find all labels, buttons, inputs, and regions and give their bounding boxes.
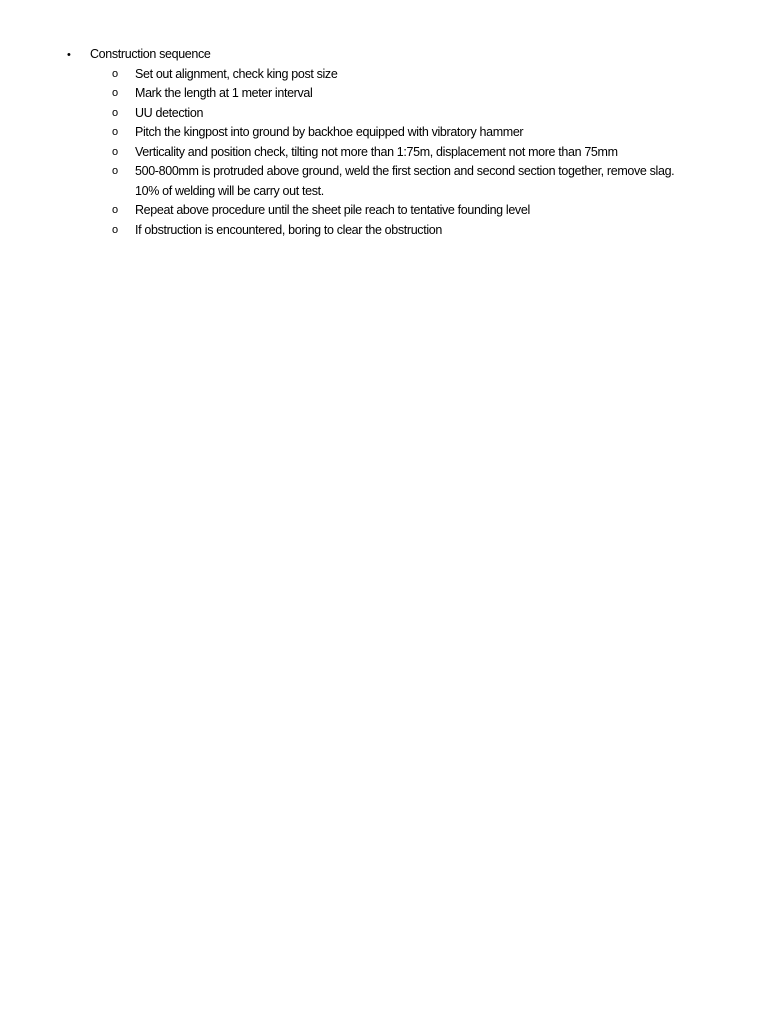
list-item	[90, 143, 735, 163]
list-item-construction-sequence	[0, 45, 735, 240]
list-item	[90, 104, 735, 124]
circle-bullet-icon: o	[112, 67, 119, 80]
list-item	[90, 65, 735, 85]
list-heading: Construction sequence	[90, 47, 211, 61]
list-item-text: Set out alignment, check king post size	[135, 66, 338, 81]
list-item-text: 500-800mm is protruded above ground, weld the first section and second section together, remove slag.	[135, 164, 675, 178]
bullet-icon: •	[67, 49, 71, 61]
list-item-text: If obstruction is encountered, boring to clear the obstruction	[135, 222, 442, 237]
circle-bullet-icon: o	[112, 165, 119, 177]
list-item-text: UU detection	[135, 105, 204, 120]
list-item-text: Mark the length at 1 meter interval	[135, 86, 313, 100]
list-item-text: Repeat above procedure until the sheet pile reach to tentative founding level	[135, 203, 530, 217]
circle-bullet-icon: o	[112, 106, 119, 119]
circle-bullet-icon: o	[112, 126, 119, 138]
bullet-list	[0, 45, 735, 240]
sub-bullet-list	[90, 65, 735, 241]
list-item-text: Verticality and position check, tilting not more than 1:75m, displacement not more than 75mm	[135, 144, 618, 159]
list-item	[90, 221, 735, 241]
list-item	[90, 201, 735, 221]
circle-bullet-icon: o	[112, 223, 119, 236]
circle-bullet-icon: o	[112, 204, 119, 216]
circle-bullet-icon: o	[112, 87, 119, 99]
list-item-text: 10% of welding will be carry out test.	[135, 183, 324, 198]
list-item	[90, 123, 735, 143]
list-item	[90, 84, 735, 104]
list-item	[90, 162, 735, 201]
list-item-text: Pitch the kingpost into ground by backhoe equipped with vibratory hammer	[135, 125, 524, 139]
circle-bullet-icon: o	[112, 145, 119, 158]
